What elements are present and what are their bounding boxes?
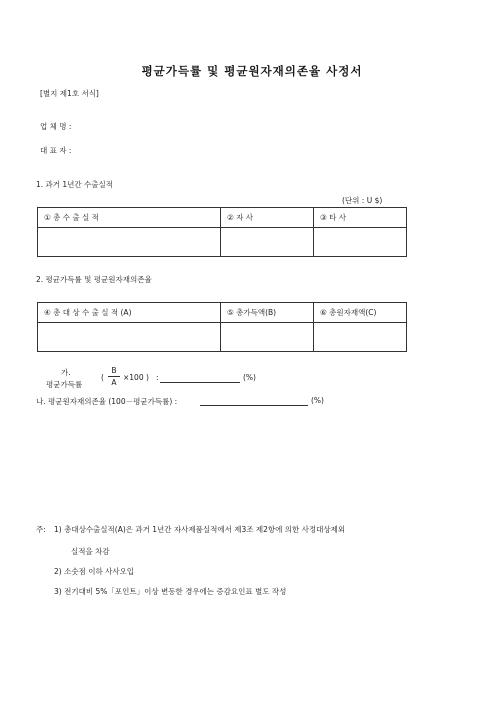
fraction-numerator: B — [111, 366, 117, 375]
note-2: 2) 소숫점 이하 사사오입 — [54, 567, 135, 576]
formula-b-blank-line — [200, 405, 308, 406]
fraction-denominator: A — [111, 378, 117, 387]
formula-a-prefix: 가. — [61, 368, 71, 377]
earning-rate-table — [37, 302, 407, 352]
formula-a-open-paren: ( — [101, 373, 104, 382]
notes-prefix: 주: — [36, 525, 46, 534]
formula-b-unit: (%) — [311, 396, 324, 405]
formula-a-unit: (%) — [243, 373, 256, 382]
unit-label: (단위 : U $) — [342, 196, 383, 205]
cell-total-exports-value — [38, 228, 221, 257]
cell-total-materials-value — [314, 323, 407, 352]
section1-heading: 1. 과거 1년간 수출실적 — [36, 180, 114, 189]
cell-own-company-value — [221, 228, 314, 257]
column-total-exports: ① 총 수 출 실 적 — [38, 208, 221, 228]
fraction-bar — [108, 376, 120, 377]
formula-a-fraction — [108, 366, 120, 387]
form-number-label: [별지 제1호 서식] — [40, 89, 99, 98]
column-other-company: ③ 타 사 — [314, 208, 407, 228]
export-performance-table — [37, 207, 407, 257]
cell-other-company-value — [314, 228, 407, 257]
page-title: 평균가득률 및 평균원자재의존율 사정서 — [141, 64, 363, 78]
section2-heading: 2. 평균가득률 및 평균원자재의존율 — [36, 275, 152, 284]
formula-a-blank-line — [160, 382, 240, 383]
formula-a-multiplier: ×100 ) — [123, 373, 149, 382]
column-target-exports: ④ 총 대 상 수 출 실 적 (A) — [38, 303, 221, 323]
column-total-earnings: ⑤ 총가득액(B) — [221, 303, 314, 323]
column-own-company: ② 자 사 — [221, 208, 314, 228]
representative-label: 대 표 자 : — [40, 146, 72, 155]
formula-a-label: 평균가득률 — [46, 380, 83, 389]
cell-total-earnings-value — [221, 323, 314, 352]
note-3: 3) 전기대비 5%「포인트」이상 변동한 경우에는 증감요인표 별도 작성 — [54, 587, 287, 596]
formula-a-colon: : — [156, 373, 159, 382]
formula-b-text: 나. 평균원자재의존율 (100－평균가득률) : — [36, 397, 178, 406]
note-1: 1) 총대상수출실적(A)은 과거 1년간 자사제품실적에서 제3조 제2항에 의한 사정대상제외 — [54, 525, 346, 534]
company-name-label: 업 체 명 : — [40, 122, 72, 131]
cell-target-exports-value — [38, 323, 221, 352]
note-1-continued: 실적을 차감 — [71, 547, 110, 556]
column-total-materials: ⑥ 총원자재액(C) — [314, 303, 407, 323]
